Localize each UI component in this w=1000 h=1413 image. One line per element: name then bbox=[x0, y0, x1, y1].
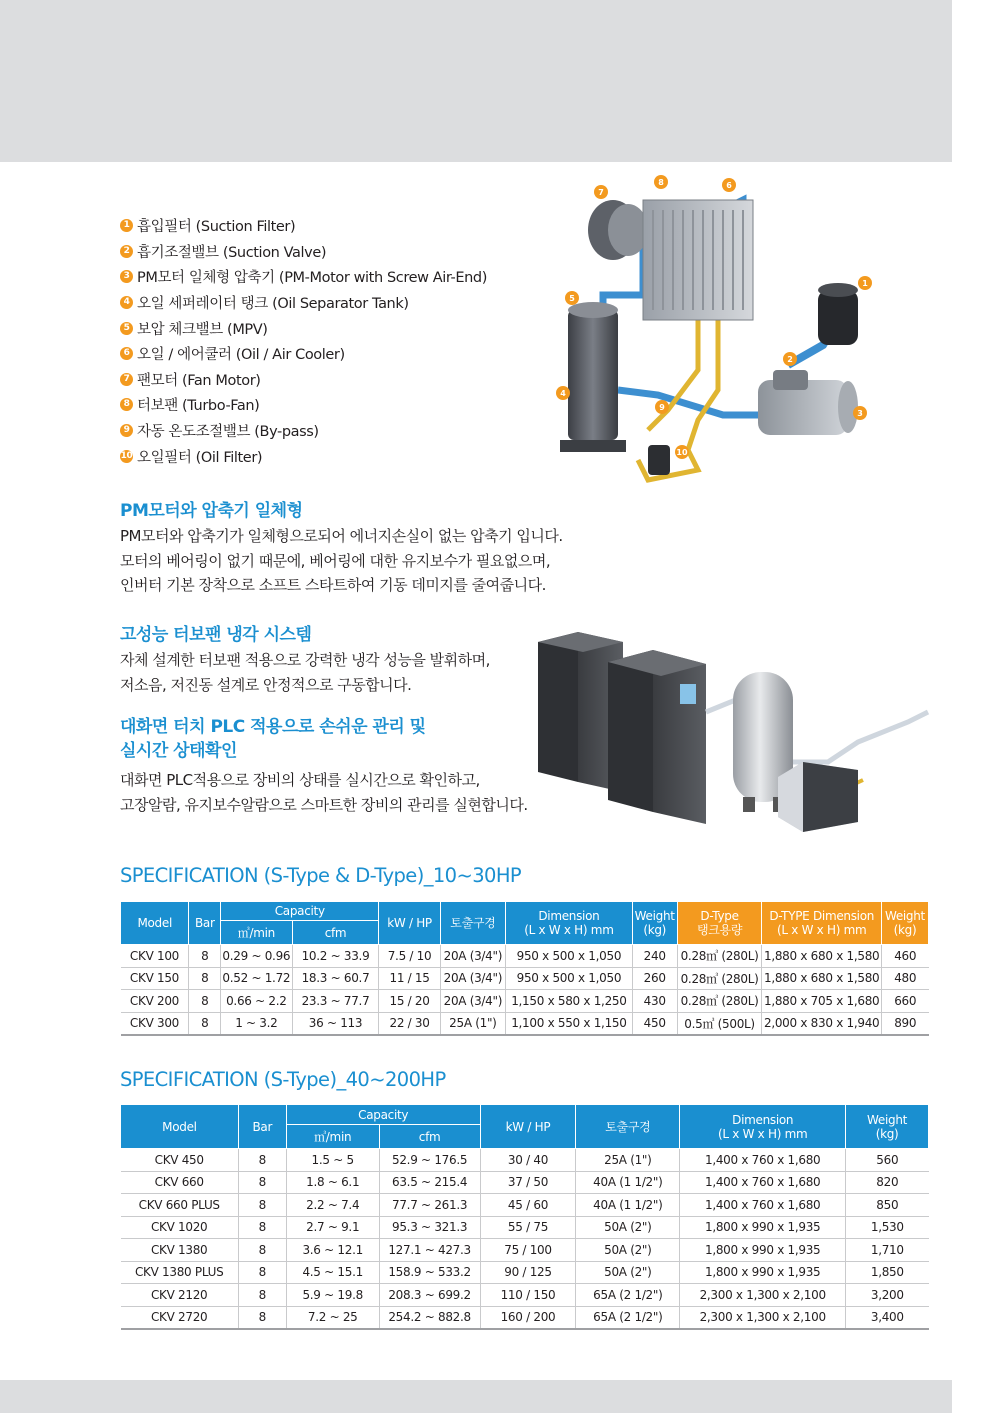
header-model: Model bbox=[121, 1105, 239, 1149]
cell-weight: 430 bbox=[632, 990, 677, 1013]
table-row bbox=[121, 1171, 929, 1194]
cell-outlet: 20A (3/4") bbox=[440, 990, 505, 1013]
cell-bar: 8 bbox=[189, 1012, 221, 1035]
section-body-turbo-fan bbox=[120, 648, 490, 697]
part-item bbox=[120, 264, 540, 290]
svg-text:6: 6 bbox=[726, 181, 732, 190]
spec-table-s-type bbox=[120, 1104, 929, 1330]
body-line: 인버터 기본 장착으로 소프트 스타트하여 기동 데미지를 줄여줍니다. bbox=[120, 576, 546, 594]
cell-model: CKV 2720 bbox=[121, 1306, 239, 1329]
table-row bbox=[121, 1216, 929, 1239]
part-label: 팬모터 (Fan Motor) bbox=[137, 372, 261, 389]
cell-dimension: 1,800 x 990 x 1,935 bbox=[680, 1261, 846, 1284]
cell-ddimension: 1,880 x 705 x 1,680 bbox=[762, 990, 882, 1013]
cell-weight: 3,200 bbox=[846, 1284, 929, 1307]
cell-outlet: 50A (2") bbox=[576, 1261, 680, 1284]
cell-cfm: 10.2 ~ 33.9 bbox=[292, 945, 379, 968]
cell-dimension: 1,400 x 760 x 1,680 bbox=[680, 1194, 846, 1217]
part-label: 터보팬 (Turbo-Fan) bbox=[137, 398, 260, 415]
header-dtype-dimension bbox=[762, 902, 882, 945]
cell-bar: 8 bbox=[238, 1306, 286, 1329]
header-dimension-line2: (L x W x H) mm bbox=[717, 1126, 808, 1141]
cell-model: CKV 450 bbox=[121, 1149, 239, 1172]
header-weight bbox=[846, 1105, 929, 1149]
cell-cfm: 77.7 ~ 261.3 bbox=[379, 1194, 480, 1217]
cell-bar: 8 bbox=[238, 1284, 286, 1307]
cell-outlet: 40A (1 1/2") bbox=[576, 1194, 680, 1217]
cell-cfm: 52.9 ~ 176.5 bbox=[379, 1149, 480, 1172]
cell-kw: 160 / 200 bbox=[480, 1306, 576, 1329]
cell-model: CKV 150 bbox=[121, 967, 189, 990]
header-ddim-line1: D-TYPE Dimension bbox=[769, 909, 875, 923]
cell-weight: 3,400 bbox=[846, 1306, 929, 1329]
cell-dimension: 1,150 x 580 x 1,250 bbox=[506, 990, 633, 1013]
cell-kw: 75 / 100 bbox=[480, 1239, 576, 1262]
cell-tank: 0.28㎥ (280L) bbox=[677, 945, 762, 968]
cell-weight: 450 bbox=[632, 1012, 677, 1035]
cell-dimension: 950 x 500 x 1,050 bbox=[506, 967, 633, 990]
cell-weight: 1,710 bbox=[846, 1239, 929, 1262]
cell-dimension: 2,300 x 1,300 x 2,100 bbox=[680, 1306, 846, 1329]
header-dweight-line2: (kg) bbox=[893, 923, 917, 937]
cell-dweight: 480 bbox=[881, 967, 928, 990]
table-row bbox=[121, 1194, 929, 1217]
table-row bbox=[121, 1284, 929, 1307]
cell-outlet: 20A (3/4") bbox=[440, 967, 505, 990]
cell-kw: 110 / 150 bbox=[480, 1284, 576, 1307]
header-m3-min: ㎥/min bbox=[286, 1125, 379, 1149]
header-dimension-line1: Dimension bbox=[732, 1112, 794, 1127]
cell-bar: 8 bbox=[189, 990, 221, 1013]
svg-text:5: 5 bbox=[569, 294, 575, 303]
cell-dimension: 950 x 500 x 1,050 bbox=[506, 945, 633, 968]
title-line: 대화면 터치 PLC 적용으로 손쉬운 관리 및 bbox=[120, 717, 426, 737]
header-dimension-line1: Dimension bbox=[538, 909, 600, 923]
svg-text:1: 1 bbox=[862, 279, 868, 288]
part-label: 흡기조절밸브 (Suction Valve) bbox=[137, 244, 327, 261]
section-title-plc bbox=[120, 715, 426, 763]
cell-dimension: 1,800 x 990 x 1,935 bbox=[680, 1239, 846, 1262]
cell-dimension: 1,400 x 760 x 1,680 bbox=[680, 1171, 846, 1194]
cell-outlet: 65A (2 1/2") bbox=[576, 1306, 680, 1329]
body-line: 자체 설계한 터보팬 적용으로 강력한 냉각 성능을 발휘하며, bbox=[120, 651, 490, 669]
cell-outlet: 25A (1") bbox=[576, 1149, 680, 1172]
bottom-gray-band bbox=[0, 1380, 952, 1413]
body-line: 대화면 PLC적용으로 장비의 상태를 실시간으로 확인하고, bbox=[120, 771, 480, 789]
spec-title-s-d-type: SPECIFICATION (S-Type & D-Type)_10~30HP bbox=[120, 864, 522, 887]
header-bar: Bar bbox=[238, 1105, 286, 1149]
cell-model: CKV 300 bbox=[121, 1012, 189, 1035]
header-dimension-line2: (L x W x H) mm bbox=[524, 923, 614, 937]
cell-model: CKV 660 bbox=[121, 1171, 239, 1194]
cell-kw: 11 / 15 bbox=[379, 967, 440, 990]
part-number-badge: 4 bbox=[120, 296, 133, 309]
cell-bar: 8 bbox=[238, 1239, 286, 1262]
cell-cfm: 23.3 ~ 77.7 bbox=[292, 990, 379, 1013]
cell-weight: 560 bbox=[846, 1149, 929, 1172]
cell-bar: 8 bbox=[238, 1149, 286, 1172]
header-weight-line1: Weight bbox=[634, 909, 675, 923]
cell-m3: 1 ~ 3.2 bbox=[221, 1012, 293, 1035]
header-bar: Bar bbox=[189, 902, 221, 945]
header-ddim-line2: (L x W x H) mm bbox=[776, 923, 867, 937]
cell-dweight: 660 bbox=[881, 990, 928, 1013]
part-label: PM모터 일체형 압축기 (PM-Motor with Screw Air-End) bbox=[137, 270, 487, 287]
cell-weight: 1,850 bbox=[846, 1261, 929, 1284]
cell-bar: 8 bbox=[189, 967, 221, 990]
cell-kw: 45 / 60 bbox=[480, 1194, 576, 1217]
cell-kw: 7.5 / 10 bbox=[379, 945, 440, 968]
cell-bar: 8 bbox=[238, 1216, 286, 1239]
table-row bbox=[121, 1261, 929, 1284]
part-label: 오일필터 (Oil Filter) bbox=[137, 449, 263, 466]
header-dimension bbox=[506, 902, 633, 945]
header-dtype-line2: 탱크용량 bbox=[696, 923, 743, 937]
svg-text:3: 3 bbox=[857, 409, 863, 418]
part-item bbox=[120, 341, 540, 367]
header-dtype-weight bbox=[881, 902, 928, 945]
spec-title-s-type: SPECIFICATION (S-Type)_40~200HP bbox=[120, 1068, 446, 1091]
cell-model: CKV 1380 PLUS bbox=[121, 1261, 239, 1284]
svg-text:10: 10 bbox=[676, 448, 688, 457]
cell-cfm: 208.3 ~ 699.2 bbox=[379, 1284, 480, 1307]
header-weight-line2: (kg) bbox=[643, 923, 667, 937]
part-number-badge: 1 bbox=[120, 219, 133, 232]
header-m3-min: ㎥/min bbox=[221, 921, 293, 945]
cell-ddimension: 2,000 x 830 x 1,940 bbox=[762, 1012, 882, 1035]
part-item bbox=[120, 239, 540, 265]
cell-kw: 37 / 50 bbox=[480, 1171, 576, 1194]
section-body-plc bbox=[120, 768, 528, 817]
cell-dimension: 1,800 x 990 x 1,935 bbox=[680, 1216, 846, 1239]
cell-model: CKV 2120 bbox=[121, 1284, 239, 1307]
cell-kw: 90 / 125 bbox=[480, 1261, 576, 1284]
header-weight-line1: Weight bbox=[867, 1112, 908, 1127]
svg-text:4: 4 bbox=[560, 389, 566, 398]
cell-bar: 8 bbox=[238, 1171, 286, 1194]
table-row bbox=[121, 1149, 929, 1172]
cell-m3: 0.52 ~ 1.72 bbox=[221, 967, 293, 990]
cell-kw: 30 / 40 bbox=[480, 1149, 576, 1172]
cell-m3: 4.5 ~ 15.1 bbox=[286, 1261, 379, 1284]
cell-cfm: 254.2 ~ 882.8 bbox=[379, 1306, 480, 1329]
cell-outlet: 50A (2") bbox=[576, 1239, 680, 1262]
cell-model: CKV 100 bbox=[121, 945, 189, 968]
section-body-pm-motor bbox=[120, 524, 563, 598]
part-number-badge: 8 bbox=[120, 398, 133, 411]
cell-outlet: 40A (1 1/2") bbox=[576, 1171, 680, 1194]
part-label: 자동 온도조절밸브 (By-pass) bbox=[137, 424, 319, 441]
cell-dimension: 2,300 x 1,300 x 2,100 bbox=[680, 1284, 846, 1307]
cell-kw: 55 / 75 bbox=[480, 1216, 576, 1239]
part-item bbox=[120, 418, 540, 444]
cell-weight: 260 bbox=[632, 967, 677, 990]
cell-m3: 2.7 ~ 9.1 bbox=[286, 1216, 379, 1239]
cell-bar: 8 bbox=[238, 1261, 286, 1284]
cell-m3: 1.8 ~ 6.1 bbox=[286, 1171, 379, 1194]
cell-tank: 0.28㎥ (280L) bbox=[677, 967, 762, 990]
cell-m3: 3.6 ~ 12.1 bbox=[286, 1239, 379, 1262]
top-gray-band bbox=[0, 0, 952, 162]
table-row bbox=[121, 1239, 929, 1262]
cell-outlet: 65A (2 1/2") bbox=[576, 1284, 680, 1307]
cell-cfm: 127.1 ~ 427.3 bbox=[379, 1239, 480, 1262]
cell-ddimension: 1,880 x 680 x 1,580 bbox=[762, 967, 882, 990]
cell-m3: 0.66 ~ 2.2 bbox=[221, 990, 293, 1013]
part-item bbox=[120, 315, 540, 341]
header-weight bbox=[632, 902, 677, 945]
part-label: 오일 세퍼레이터 탱크 (Oil Separator Tank) bbox=[137, 296, 409, 313]
table-row bbox=[121, 945, 929, 968]
part-number-badge: 9 bbox=[120, 424, 133, 437]
part-number-badge: 2 bbox=[120, 245, 133, 258]
header-kw-hp: kW / HP bbox=[480, 1105, 576, 1149]
table-row bbox=[121, 990, 929, 1013]
cell-m3: 7.2 ~ 25 bbox=[286, 1306, 379, 1329]
cell-outlet: 20A (3/4") bbox=[440, 945, 505, 968]
cell-outlet: 50A (2") bbox=[576, 1216, 680, 1239]
cell-model: CKV 1380 bbox=[121, 1239, 239, 1262]
header-outlet: 토출구경 bbox=[576, 1105, 680, 1149]
header-model: Model bbox=[121, 902, 189, 945]
part-label: 보압 체크밸브 (MPV) bbox=[137, 321, 268, 338]
header-cfm: cfm bbox=[379, 1125, 480, 1149]
section-title-turbo-fan: 고성능 터보팬 냉각 시스템 bbox=[120, 625, 312, 645]
cell-outlet: 25A (1") bbox=[440, 1012, 505, 1035]
header-outlet: 토출구경 bbox=[440, 902, 505, 945]
cell-bar: 8 bbox=[189, 945, 221, 968]
body-line: 저소음, 저진동 설계로 안정적으로 구동합니다. bbox=[120, 675, 412, 694]
body-line: PM모터와 압축기가 일체형으로되어 에너지손실이 없는 압축기 입니다. bbox=[120, 527, 563, 545]
part-label: 오일 / 에어쿨러 (Oil / Air Cooler) bbox=[137, 347, 345, 364]
part-number-badge: 6 bbox=[120, 347, 133, 360]
part-item bbox=[120, 443, 540, 469]
cell-dweight: 460 bbox=[881, 945, 928, 968]
cell-weight: 1,530 bbox=[846, 1216, 929, 1239]
svg-text:2: 2 bbox=[787, 355, 793, 364]
svg-text:9: 9 bbox=[659, 403, 665, 412]
part-number-badge: 7 bbox=[120, 373, 133, 386]
svg-text:8: 8 bbox=[658, 178, 664, 187]
header-kw-hp: kW / HP bbox=[379, 902, 440, 945]
cell-dimension: 1,100 x 550 x 1,150 bbox=[506, 1012, 633, 1035]
cell-kw: 15 / 20 bbox=[379, 990, 440, 1013]
table-row bbox=[121, 1306, 929, 1329]
cell-cfm: 158.9 ~ 533.2 bbox=[379, 1261, 480, 1284]
cell-weight: 850 bbox=[846, 1194, 929, 1217]
header-capacity: Capacity bbox=[286, 1105, 480, 1125]
cell-ddimension: 1,880 x 680 x 1,580 bbox=[762, 945, 882, 968]
header-weight-line2: (kg) bbox=[875, 1126, 899, 1141]
cell-weight: 820 bbox=[846, 1171, 929, 1194]
cell-weight: 240 bbox=[632, 945, 677, 968]
header-dimension bbox=[680, 1105, 846, 1149]
body-line: 모터의 베어링이 없기 때문에, 베어링에 대한 유지보수가 필요없으며, bbox=[120, 551, 551, 570]
cell-cfm: 18.3 ~ 60.7 bbox=[292, 967, 379, 990]
table-row bbox=[121, 967, 929, 990]
cell-dweight: 890 bbox=[881, 1012, 928, 1035]
cell-m3: 2.2 ~ 7.4 bbox=[286, 1194, 379, 1217]
cell-model: CKV 200 bbox=[121, 990, 189, 1013]
cell-model: CKV 660 PLUS bbox=[121, 1194, 239, 1217]
header-dtype-line1: D-Type bbox=[700, 909, 739, 923]
cell-m3: 0.29 ~ 0.96 bbox=[221, 945, 293, 968]
cell-cfm: 63.5 ~ 215.4 bbox=[379, 1171, 480, 1194]
part-number-badge: 3 bbox=[120, 270, 133, 283]
cell-bar: 8 bbox=[238, 1194, 286, 1217]
cell-cfm: 36 ~ 113 bbox=[292, 1012, 379, 1035]
part-number-badge: 5 bbox=[120, 322, 133, 335]
cell-dimension: 1,400 x 760 x 1,680 bbox=[680, 1149, 846, 1172]
part-item bbox=[120, 392, 540, 418]
cell-model: CKV 1020 bbox=[121, 1216, 239, 1239]
cell-kw: 22 / 30 bbox=[379, 1012, 440, 1035]
part-item bbox=[120, 213, 540, 239]
compressor-system-illustration bbox=[528, 612, 963, 870]
header-dtype-tank bbox=[677, 902, 762, 945]
part-label: 흡입필터 (Suction Filter) bbox=[137, 219, 296, 236]
part-item bbox=[120, 290, 540, 316]
parts-list bbox=[120, 213, 540, 469]
table-row bbox=[121, 1012, 929, 1035]
cell-m3: 5.9 ~ 19.8 bbox=[286, 1284, 379, 1307]
cell-tank: 0.5㎥ (500L) bbox=[677, 1012, 762, 1035]
header-capacity: Capacity bbox=[221, 902, 379, 921]
header-cfm: cfm bbox=[292, 921, 379, 945]
part-number-badge: 10 bbox=[120, 450, 133, 461]
part-item bbox=[120, 367, 540, 393]
cell-cfm: 95.3 ~ 321.3 bbox=[379, 1216, 480, 1239]
svg-text:7: 7 bbox=[598, 188, 604, 197]
body-line: 고장알람, 유지보수알람으로 스마트한 장비의 관리를 실현합니다. bbox=[120, 795, 528, 814]
cell-tank: 0.28㎥ (280L) bbox=[677, 990, 762, 1013]
spec-table-s-d-type bbox=[120, 901, 929, 1036]
section-title-pm-motor: PM모터와 압축기 일체형 bbox=[120, 501, 303, 521]
compressor-internal-diagram bbox=[548, 170, 888, 500]
cell-m3: 1.5 ~ 5 bbox=[286, 1149, 379, 1172]
header-dweight-line1: Weight bbox=[884, 909, 925, 923]
title-line: 실시간 상태확인 bbox=[120, 741, 237, 761]
